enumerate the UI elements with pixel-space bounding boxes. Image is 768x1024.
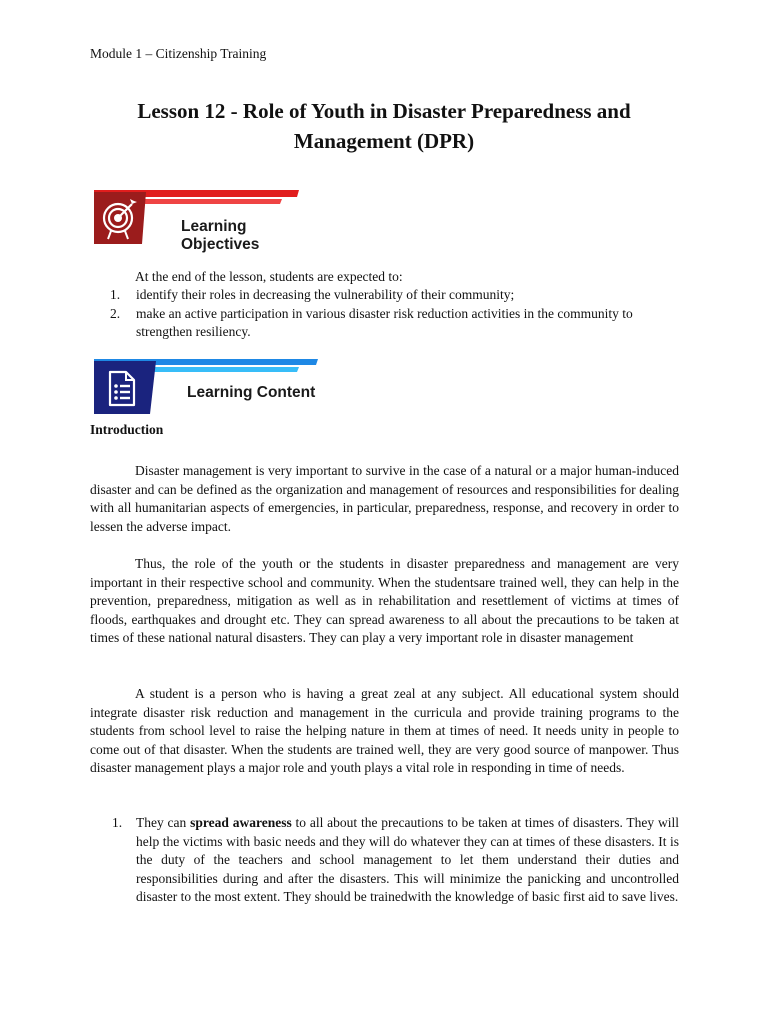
- youth-roles-list: [112, 814, 679, 907]
- learning-content-banner: [94, 359, 334, 415]
- list-item-number: 2.: [110, 305, 121, 321]
- role-emphasis: spread awareness: [190, 815, 292, 830]
- lesson-title: [80, 96, 688, 156]
- lesson-title-line-1: Lesson 12 - Role of Youth in Disaster Preparedness and: [137, 99, 631, 123]
- role-text-after: to all about the precautions to be taken at times of disasters. They will help the victims with basic needs and they will do whatever they can at times of these disasters. It is the duty of the teachers and school management to let them understand their duties and responsibilities during and after the disasters. This will minimize the panicking and uncontrolled disaster to the most extent. They should be trainedwith the knowledge of basic first aid to save lives.: [136, 815, 679, 905]
- list-item-text: identify their roles in decreasing the vulnerability of their community;: [136, 287, 515, 302]
- objectives-list: [110, 286, 680, 342]
- introduction-paragraph-3: A student is a person who is having a great zeal at any subject. All educational system should integrate disaster risk reduction and management in the curricula and provide training programs to the students from school level to raise the helping nature in them at times of need. It needs unity in people to come out of that disaster. When the students are trained well, they are very good source of manpower. Thus disaster management plays a major role and youth plays a vital role in responding in time of needs.: [90, 686, 679, 776]
- role-text-before: They can: [136, 815, 191, 830]
- introduction-paragraph-1: Disaster management is very important to survive in the case of a natural or a major human-induced disaster and can be defined as the organization and management of resources and responsibilities for dealing with all humanitarian aspects of emergencies, in particular, preparedness, response, and recovery in order to lessen the adverse impact.: [90, 463, 679, 534]
- list-item-text: [136, 814, 679, 907]
- lesson-title-line-2: Management (DPR): [293, 129, 475, 153]
- list-item: [112, 814, 679, 907]
- list-item-number: 1.: [112, 815, 123, 830]
- list-item-number: 1.: [110, 287, 121, 302]
- introduction-heading: Introduction: [90, 422, 164, 437]
- learning-objectives-label: Learning Objectives: [181, 218, 260, 253]
- introduction-paragraph-2: Thus, the role of the youth or the students in disaster preparedness and management are very important in their respective school and community. When the studentsare trained well, they can help in the prevention, preparedness, mitigation as well as in rehabilitation and resettlement of victims at times of floods, earthquakes and drought etc. They can spread awareness to all about the precautions to be taken at times of these national natural disasters. They can play a very important role in disaster management: [90, 556, 679, 646]
- objectives-lead: At the end of the lesson, students are expected to:: [135, 269, 403, 284]
- learning-content-label: Learning Content: [187, 384, 316, 401]
- list-item: [110, 286, 680, 305]
- list-item: [110, 305, 680, 342]
- list-item-text: make an active participation in various disaster risk reduction activities in the community to strengthen resiliency.: [136, 305, 633, 340]
- page-header: Module 1 – Citizenship Training: [90, 46, 267, 61]
- learning-objectives-banner: [94, 190, 314, 253]
